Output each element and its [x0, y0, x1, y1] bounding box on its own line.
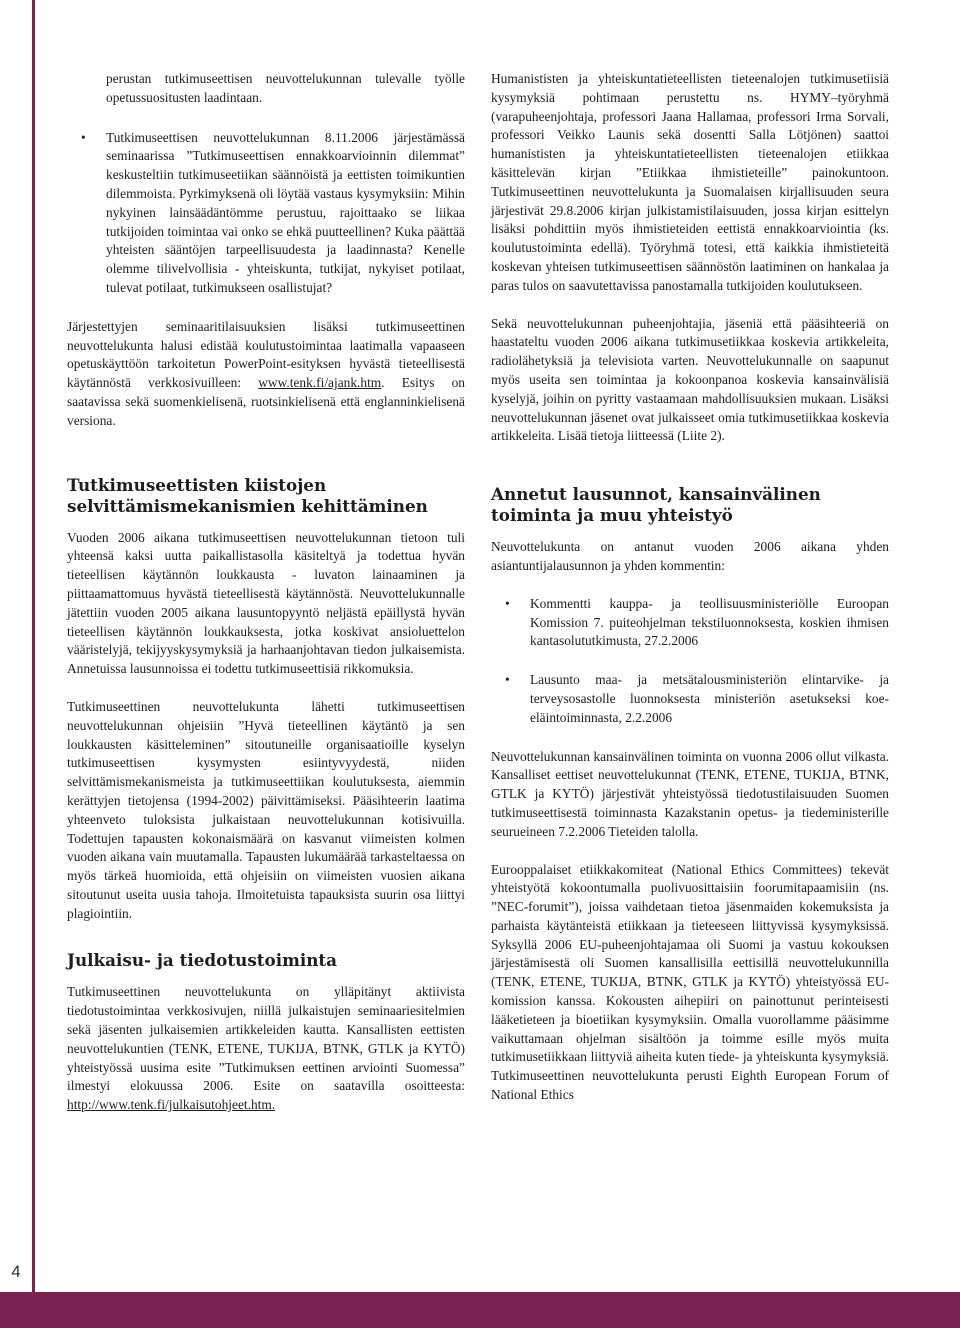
- seminar-paragraph-tail: . Esitys on saatavissa sekä suomenkielisenä, ruotsinkielisenä että englanninkielisenä versiona.: [67, 375, 466, 428]
- left-column: [67, 70, 465, 1115]
- body-paragraph: [67, 983, 465, 1115]
- seminar-link[interactable]: www.tenk.fi/ajank.htm: [258, 375, 382, 391]
- body-paragraph: Vuoden 2006 aikana tutkimuseettisen neuvottelukunnan tietoon tuli yhteensä kaksi uutta paikallistasolla käsiteltyä ja todettua hyvän tieteellisen käytännön loukkausta - luvaton lainaaminen ja piittaamattomuus hyvästä tieteellisestä käytännöstä. Neuvottelukunnalle jätettiin vuoden 2005 aikana lausuntopyyntö neljästä epäillystä hyvän tieteellisen käytännön loukkauksesta, jotka koskivat ansioluettelon vääristelyjä, tekijyyskysymyksiä ja harhaanjohtavan tiedon julkaisemista. Annetuissa lausunnoissa ei todettu tutkimuseettisiä rikkomuksia.: [67, 529, 465, 677]
- intro-continuation: perustan tutkimuseettisen neuvottelukunnan tulevalle työlle opetussuositusten laadintaan.: [106, 71, 465, 105]
- publications-link[interactable]: http://www.tenk.fi/julkaisutohjeet.htm.: [67, 1097, 276, 1113]
- list-item: • Kommentti kauppa- ja teollisuusministeriölle Euroopan Komission 7. puiteohjelman tekstiluonnoksesta, koskien ihmisen kantasolututkimusta, 27.2.2006: [491, 595, 889, 651]
- list-item: • Tutkimuseettisen neuvottelukunnan 8.11.2006 järjestämässä seminaarissa ”Tutkimuseettisen ennakkoarvioinnin dilemmat” keskusteltiin tutkimuseetiikan säännöistä ja eettisten toimikuntien dilemmoista. Pyrkimyksenä oli löytää vastaus kysymyksiin: Mihin nykyinen lainsäädäntömme perustuu, rajoittaako se liikaa tutkijoiden toimintaa vai onko se ehkä puutteellinen? Kuka päättää yhteisten sääntöjen tarpeellisuudesta ja laadinnasta? Kenelle olemme tilivelvollisia - yhteiskunta, tutkijat, nykyiset potilaat, tulevat potilaat, tutkimukseen osallistujat?: [67, 129, 465, 298]
- list-item: • Lausunto maa- ja metsätalousministeriön elintarvike- ja terveysosastolle luonnoksesta ministeriön asetukseksi koe-eläintoiminnasta, 2.2.2006: [491, 671, 889, 727]
- section-heading-statements: Annetut lausunnot, kansainvälinen toiminta ja muu yhteistyö: [491, 484, 821, 526]
- body-paragraph: Neuvottelukunta on antanut vuoden 2006 aikana yhden asiantuntijalausunnon ja yhden kommentin:: [491, 539, 889, 573]
- body-paragraph: Humanististen ja yhteiskuntatieteellisten tieteenalojen tutkimusetiisiä kysymyksiä pohtimaan perustettu ns. HYMY–työryhmä (varapuheenjohtaja, professori Jaana Hallamaa, professori Irma Sorvali, professori Veikko Launis sekä dosentti Salla Lötjönen) saattoi humanististen ja yhteiskuntatieteellisten tieteenalojen etiikkaa käsittelevän kirjan ”Etiikkaa ihmistieteille” painokuntoon. Tutkimuseettinen neuvottelukunta ja Suomalaisen kirjallisuuden seura järjestivät 29.8.2006 kirjan julkistamistilaisuuden, jossa kirjan esittelyn lisäksi pohdittiin myös ihmistieteiden eettistä ennakkoarviointia (ks. koulutustoiminta edellä). Työryhmä totesi, että kaikkia ihmistieteitä koskevan yhteisen tutkimuseettisen säännöstön laatiminen on hankalaa ja paras tulos on saavutettavissa panostamalla tutkijoiden koulutukseen.: [491, 71, 889, 293]
- seminar-bullet-list: [67, 129, 465, 298]
- page-number: 4: [11, 1262, 21, 1281]
- seminar-paragraph-text: Järjestettyjen seminaaritilaisuuksien lisäksi tutkimuseettinen neuvottelukunta halusi edistää koulutustoimintaa laatimalla vapaaseen opetuskäyttöön tarkoitetun PowerPoint-esityksen hyvästä tieteellisestä käytännöstä verkkosivuilleen:: [67, 318, 465, 391]
- page-frame-left-rule: [32, 0, 35, 1328]
- body-paragraph: Neuvottelukunnan kansainvälinen toiminta on vuonna 2006 ollut vilkasta. Kansalliset eettiset neuvottelukunnat (TENK, ETENE, TUKIJA, BTNK, GTLK ja KYTÖ) järjestivät yhteistyössä tiedotustilaisuuden Suomen tutkimuseettisestä toiminnasta Kazakstanin opetus- ja tiedeministerille seurueineen 7.2.2006 Tieteiden talolla.: [491, 748, 889, 839]
- right-column: [491, 70, 889, 1105]
- seminar-paragraph: [67, 318, 465, 431]
- body-paragraph: Tutkimuseettinen neuvottelukunta lähetti tutkimuseettisen neuvottelukunnan ohjeisiin ”Hyvä tieteellinen käytäntö ja sen loukkausten käsitteleminen” sitoutuneille organisaatioille kyselyn tutkimuseettisen kysymysten esiintyvyydestä, niiden selvittämismekanismeista ja tutkimuseettiikan koulutuksesta, aiemmin kerättyjen tietojensa (1994-2002) päivittämiseksi. Pääsihteerin laatima yhteenveto tuloksista julkaistaan neuvottelukunnan kotisivuilla. Todettujen tapausten kokonaismäärä on kasvanut viimeisten kolmen vuoden aikana vain muutamalla. Tapausten lukumäärää tarkasteltaessa on myös tärkeä huomioida, että ohjeisiin on viimeisten vuosien aikana sitoutunut useita uusia tahoja. Ilmoitetuista tapauksista suurin osa liittyi plagiointiin.: [67, 698, 465, 921]
- page-frame-bottom-band: [0, 1292, 960, 1328]
- statements-bullet-list: [491, 595, 889, 728]
- body-paragraph: Eurooppalaiset etiikkakomiteat (National Ethics Committees) tekevät yhteistyötä kokoontumalla puolivuosittaisiin foorumitapaamisiin (ns. ”NEC-forumit”), joissa vaihdetaan tietoa jäsenmaiden kokemuksista ja parhaista käytänteistä etiikkaan ja tieteeseen liittyvissä kysymyksissä. Syksyllä 2006 EU-puheenjohtajamaa oli Suomi ja vastuu kokouksen järjestämisestä oli Suomen kansallisilla eettisillä neuvottelukunnilla (TENK, ETENE, TUKIJA, BTNK, GTLK ja KYTÖ) yhteistyössä EU-komission kanssa. Kokousten aihepiiri on painottunut perinteisesti lääketieteen ja bioetiikan kysymyksiin. Omalla vuorollamme pääsimme vaikuttamaan ohjelman sisältöön ja toimme esille myös muita tutkimusetiikkaan liittyviä aiheita kuten tiede- ja yhteiskunta kysymyksiä. Tutkimuseettinen neuvottelukunta perusti Eighth European Forum of National Ethics: [491, 861, 889, 1103]
- section-heading-dispute-mechanisms: Tutkimuseettisten kiistojen selvittämismekanismien kehittäminen: [67, 474, 428, 516]
- section-heading-publications: Julkaisu- ja tiedotustoiminta: [67, 950, 338, 971]
- body-paragraph: Sekä neuvottelukunnan puheenjohtajia, jäseniä että pääsihteeriä on haastateltu vuoden 2006 aikana tutkimusetiikkaa koskevia artikkeleita, radiolähetyksiä ja televisiota varten. Neuvottelukunnalle on saapunut myös useita sen toimintaa ja kokoonpanoa koskevia kansainvälisiä kyselyjä, joihin on pyritty vastaamaan mahdollisuuksien mukaan. Lisäksi neuvottelukunnan jäsenet ovat julkaisseet omia tutkimusetiikkaa koskevia artikkeleita. Lisää tietoja liitteessä (Liite 2).: [491, 315, 889, 444]
- publications-paragraph-text: Tutkimuseettinen neuvottelukunta on ylläpitänyt aktiivista tiedotustoimintaa verkkosivujen, niillä julkaistujen seminaariesitelmien sekä jäsenten julkaisemien artikkeleiden kautta. Kansallisten eettisten neuvottelukuntien (TENK, ETENE, TUKIJA, BTNK, GTLK ja KYTÖ) yhteistyössä uusima esite ”Tutkimuksen eettinen arviointi Suomessa” ilmestyi elokuussa 2006. Esite on saatavilla osoitteesta:: [67, 984, 465, 1094]
